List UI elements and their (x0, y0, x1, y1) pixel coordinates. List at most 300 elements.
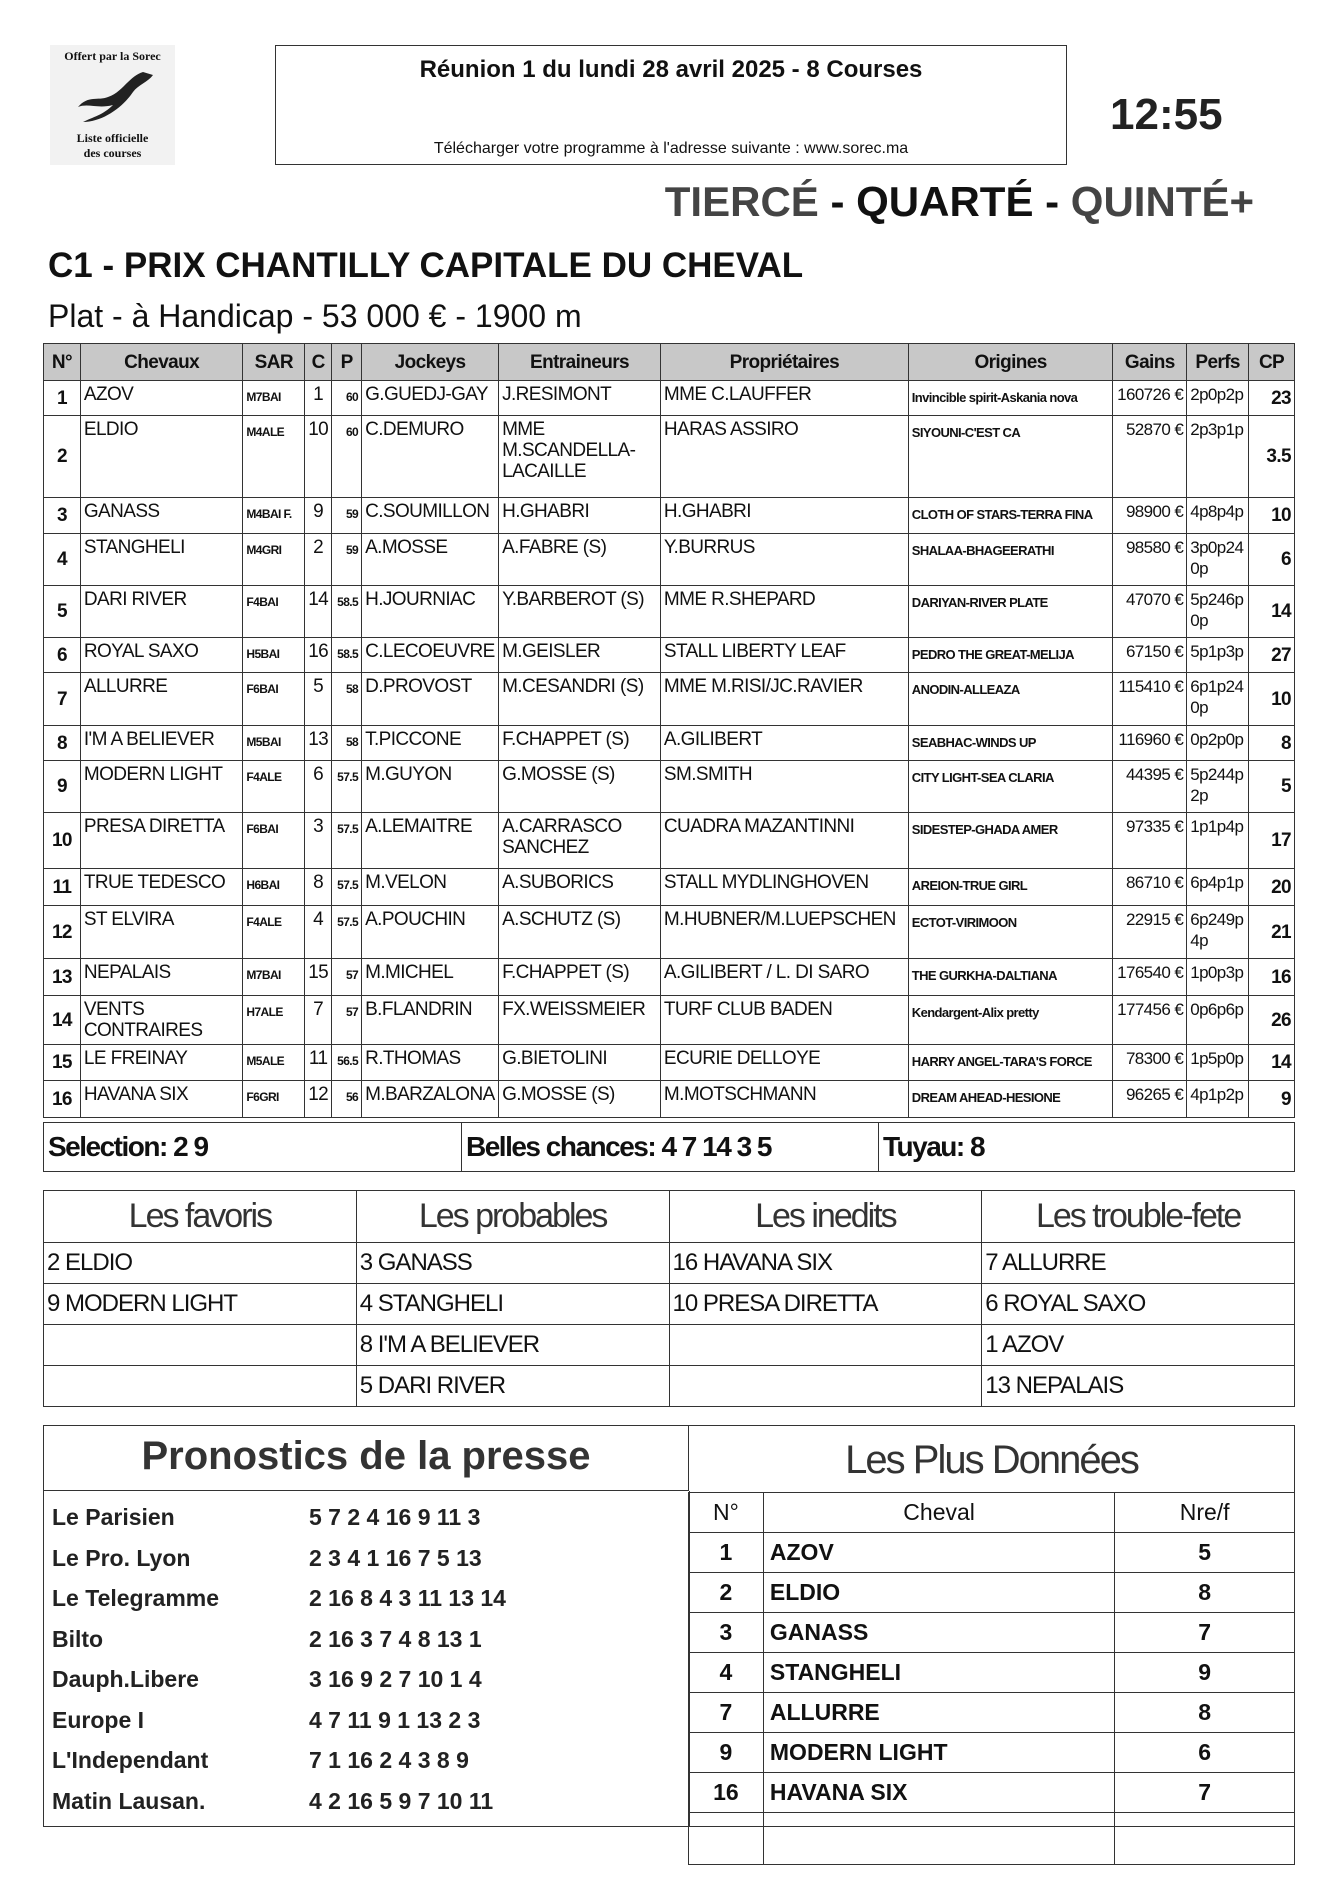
cell-trainer: H.GHABRI (499, 498, 661, 534)
cell-poids: 57.5 (332, 906, 362, 959)
cell-horse: VENTS CONTRAIRES (80, 996, 243, 1045)
meeting-title: Réunion 1 du lundi 28 avril 2025 - 8 Courses (419, 56, 923, 83)
cell-trainer: A.SCHUTZ (S) (499, 906, 661, 959)
logo-top-text: Offert par la Sorec (64, 49, 161, 63)
cell-owner: A.GILIBERT (660, 726, 908, 761)
cell-num: 14 (44, 996, 81, 1045)
table-row (44, 761, 1295, 813)
cell-num: 8 (44, 726, 81, 761)
favoris-cell (44, 1325, 357, 1366)
cell-origins: CITY LIGHT-SEA CLARIA (908, 761, 1113, 813)
cell-num: 12 (44, 906, 81, 959)
cell-perfs: 0p6p6p (1187, 996, 1249, 1045)
empty-cell (689, 1813, 764, 1865)
favoris-row (44, 1366, 1295, 1407)
press-name: Le Pro. Lyon (52, 1544, 191, 1571)
cell-num: 11 (44, 869, 81, 906)
cell-num: 13 (44, 959, 81, 996)
plus-donnees-row (689, 1693, 1295, 1733)
favoris-table (43, 1190, 1295, 1407)
cell-cp: 21 (1249, 906, 1295, 959)
cell-sar: M4BAI F. (243, 498, 305, 534)
press-name: Europe I (52, 1706, 145, 1733)
favoris-cell: 5 DARI RIVER (356, 1366, 669, 1407)
cell-jockey: C.DEMURO (362, 416, 499, 498)
plus-donnees-cell: HAVANA SIX (763, 1773, 1114, 1813)
table-row (44, 498, 1295, 534)
cell-owner: H.GHABRI (660, 498, 908, 534)
press-picks: 2 3 4 1 16 7 5 13 (309, 1544, 482, 1571)
cell-trainer: FX.WEISSMEIER (499, 996, 661, 1045)
press-picks: 4 2 16 5 9 7 10 11 (309, 1787, 494, 1814)
favoris-cell: 2 ELDIO (44, 1243, 357, 1284)
cell-corde: 6 (305, 761, 332, 813)
cell-poids: 56 (332, 1081, 362, 1118)
favoris-cell (44, 1366, 357, 1407)
cell-trainer: Y.BARBEROT (S) (499, 586, 661, 638)
cell-cp: 14 (1249, 586, 1295, 638)
cell-poids: 57 (332, 996, 362, 1045)
bet-sep: - (818, 178, 857, 225)
cell-num: 5 (44, 586, 81, 638)
cell-owner: MME R.SHEPARD (660, 586, 908, 638)
cell-num: 1 (44, 381, 81, 416)
press-name: L'Independant (52, 1747, 209, 1773)
plus-donnees-cell: 8 (1115, 1573, 1295, 1613)
cell-perfs: 3p0p240p (1187, 534, 1249, 586)
table-row (44, 1081, 1295, 1118)
meeting-header (275, 45, 1067, 165)
press-item (52, 1747, 469, 1787)
press-item (52, 1545, 482, 1585)
cell-origins: HARRY ANGEL-TARA'S FORCE (908, 1045, 1113, 1081)
cell-owner: ECURIE DELLOYE (660, 1045, 908, 1081)
table-row (44, 959, 1295, 996)
cell-horse: ALLURRE (80, 673, 243, 726)
press-item (52, 1504, 480, 1544)
cell-horse: TRUE TEDESCO (80, 869, 243, 906)
race-subtitle: Plat - à Handicap - 53 000 € - 1900 m (48, 298, 582, 334)
plus-donnees-cell: 1 (689, 1533, 764, 1573)
cell-corde: 8 (305, 869, 332, 906)
cell-trainer: G.MOSSE (S) (499, 761, 661, 813)
cell-gains: 52870 € (1113, 416, 1187, 498)
cell-sar: F4BAI (243, 586, 305, 638)
plus-donnees-row (689, 1533, 1295, 1573)
favoris-col-header: Les favoris (44, 1191, 357, 1243)
download-link[interactable]: Télécharger votre programme à l'adresse suivante : www.sorec.ma (433, 140, 909, 157)
cell-trainer: G.BIETOLINI (499, 1045, 661, 1081)
table-row (44, 869, 1295, 906)
cell-perfs: 0p2p0p (1187, 726, 1249, 761)
cell-gains: 67150 € (1113, 638, 1187, 673)
cell-gains: 22915 € (1113, 906, 1187, 959)
favoris-cell: 1 AZOV (982, 1325, 1295, 1366)
cell-jockey: M.BARZALONA (362, 1081, 499, 1118)
cell-cp: 14 (1249, 1045, 1295, 1081)
race-title: C1 - PRIX CHANTILLY CAPITALE DU CHEVAL (48, 246, 804, 285)
cell-horse: NEPALAIS (80, 959, 243, 996)
cell-gains: 176540 € (1113, 959, 1187, 996)
cell-sar: H6BAI (243, 869, 305, 906)
cell-poids: 57.5 (332, 761, 362, 813)
cell-jockey: G.GUEDJ-GAY (362, 381, 499, 416)
cell-gains: 47070 € (1113, 586, 1187, 638)
cell-sar: H7ALE (243, 996, 305, 1045)
table-row (44, 813, 1295, 869)
table-row (44, 906, 1295, 959)
cell-origins: ANODIN-ALLEAZA (908, 673, 1113, 726)
cell-origins: DARIYAN-RIVER PLATE (908, 586, 1113, 638)
cell-corde: 11 (305, 1045, 332, 1081)
cell-trainer: J.RESIMONT (499, 381, 661, 416)
col-header-num: N° (44, 344, 81, 381)
press-picks: 7 1 16 2 4 3 8 9 (309, 1747, 469, 1773)
cell-trainer: MME M.SCANDELLA-LACAILLE (499, 416, 661, 498)
cell-poids: 58.5 (332, 586, 362, 638)
cell-gains: 96265 € (1113, 1081, 1187, 1118)
selection-text: Selection: 2 9 (44, 1123, 462, 1171)
cell-horse: GANASS (80, 498, 243, 534)
cell-sar: M4ALE (243, 416, 305, 498)
cell-gains: 98900 € (1113, 498, 1187, 534)
plus-donnees-header-row (689, 1493, 1295, 1533)
cell-poids: 58 (332, 673, 362, 726)
favoris-row (44, 1284, 1295, 1325)
favoris-cell: 7 ALLURRE (982, 1243, 1295, 1284)
sorec-logo (50, 45, 175, 165)
cell-horse: MODERN LIGHT (80, 761, 243, 813)
belles-chances-text: Belles chances: 4 7 14 3 5 (462, 1123, 879, 1171)
cell-owner: TURF CLUB BADEN (660, 996, 908, 1045)
cell-cp: 20 (1249, 869, 1295, 906)
col-header-horse: Chevaux (80, 344, 243, 381)
cell-trainer: M.GEISLER (499, 638, 661, 673)
cell-gains: 86710 € (1113, 869, 1187, 906)
cell-jockey: C.LECOEUVRE (362, 638, 499, 673)
favoris-cell: 9 MODERN LIGHT (44, 1284, 357, 1325)
plus-donnees-row (689, 1733, 1295, 1773)
cell-poids: 57 (332, 959, 362, 996)
plus-donnees-empty-row (689, 1813, 1295, 1865)
table-row (44, 726, 1295, 761)
press-item (52, 1626, 482, 1666)
cell-origins: PEDRO THE GREAT-MELIJA (908, 638, 1113, 673)
col-header-jockey: Jockeys (362, 344, 499, 381)
plus-donnees-cell: 7 (1115, 1773, 1295, 1813)
cell-num: 15 (44, 1045, 81, 1081)
cell-owner: MME M.RISI/JC.RAVIER (660, 673, 908, 726)
press-picks: 2 16 8 4 3 11 13 14 (309, 1585, 506, 1611)
press-name: Matin Lausan. (52, 1787, 206, 1814)
horse-logo-icon (68, 67, 158, 127)
plus-donnees-cell: 4 (689, 1653, 764, 1693)
press-item (52, 1585, 506, 1625)
cell-perfs: 4p1p2p (1187, 1081, 1249, 1118)
col-header-corde: C (305, 344, 332, 381)
press-picks: 4 7 11 9 1 13 2 3 (309, 1706, 481, 1733)
favoris-cell: 3 GANASS (356, 1243, 669, 1284)
cell-cp: 3.5 (1249, 416, 1295, 498)
cell-owner: A.GILIBERT / L. DI SARO (660, 959, 908, 996)
cell-cp: 6 (1249, 534, 1295, 586)
cell-sar: F6BAI (243, 673, 305, 726)
cell-corde: 3 (305, 813, 332, 869)
plus-donnees-cell: 16 (689, 1773, 764, 1813)
cell-corde: 13 (305, 726, 332, 761)
logo-line2: des courses (83, 146, 142, 160)
table-row (44, 381, 1295, 416)
bet-tierce: TIERCÉ (664, 178, 819, 225)
cell-num: 9 (44, 761, 81, 813)
cell-jockey: T.PICCONE (362, 726, 499, 761)
cell-horse: PRESA DIRETTA (80, 813, 243, 869)
press-item (52, 1788, 493, 1828)
cell-perfs: 1p5p0p (1187, 1045, 1249, 1081)
cell-gains: 97335 € (1113, 813, 1187, 869)
cell-jockey: M.VELON (362, 869, 499, 906)
cell-cp: 23 (1249, 381, 1295, 416)
favoris-cell: 13 NEPALAIS (982, 1366, 1295, 1407)
cell-sar: F4ALE (243, 906, 305, 959)
cell-sar: M4GRI (243, 534, 305, 586)
table-row (44, 673, 1295, 726)
cell-trainer: G.MOSSE (S) (499, 1081, 661, 1118)
cell-origins: Invincible spirit-Askania nova (908, 381, 1113, 416)
cell-jockey: C.SOUMILLON (362, 498, 499, 534)
cell-corde: 9 (305, 498, 332, 534)
cell-sar: M7BAI (243, 381, 305, 416)
press-name: Dauph.Libere (52, 1666, 199, 1692)
cell-cp: 10 (1249, 498, 1295, 534)
favoris-cell (669, 1366, 982, 1407)
cell-sar: F4ALE (243, 761, 305, 813)
plus-donnees-cell: 9 (689, 1733, 764, 1773)
cell-cp: 9 (1249, 1081, 1295, 1118)
cell-origins: SIYOUNI-C'EST CA (908, 416, 1113, 498)
bet-quinte: QUINTÉ+ (1070, 178, 1254, 225)
cell-num: 16 (44, 1081, 81, 1118)
plus-donnees-row (689, 1653, 1295, 1693)
cell-owner: CUADRA MAZANTINNI (660, 813, 908, 869)
cell-poids: 57.5 (332, 869, 362, 906)
cell-corde: 14 (305, 586, 332, 638)
cell-jockey: A.LEMAITRE (362, 813, 499, 869)
cell-corde: 7 (305, 996, 332, 1045)
plus-donnees-cell: 8 (1115, 1693, 1295, 1733)
cell-perfs: 6p1p240p (1187, 673, 1249, 726)
plus-donnees-cell: 3 (689, 1613, 764, 1653)
press-item (52, 1666, 482, 1706)
col-header-trainer: Entraineurs (499, 344, 661, 381)
plus-donnees-cell: 7 (689, 1693, 764, 1733)
cell-origins: AREION-TRUE GIRL (908, 869, 1113, 906)
favoris-cell: 4 STANGHELI (356, 1284, 669, 1325)
table-header-row (44, 344, 1295, 381)
cell-owner: STALL LIBERTY LEAF (660, 638, 908, 673)
cell-horse: LE FREINAY (80, 1045, 243, 1081)
press-name: Le Parisien (52, 1504, 175, 1530)
cell-trainer: A.SUBORICS (499, 869, 661, 906)
cell-cp: 27 (1249, 638, 1295, 673)
cell-origins: THE GURKHA-DALTIANA (908, 959, 1113, 996)
cell-num: 3 (44, 498, 81, 534)
bet-quarte: QUARTÉ (856, 178, 1034, 225)
plus-donnees-row (689, 1613, 1295, 1653)
press-picks: 3 16 9 2 7 10 1 4 (309, 1666, 482, 1692)
cell-gains: 78300 € (1113, 1045, 1187, 1081)
cell-jockey: M.MICHEL (362, 959, 499, 996)
cell-horse: I'M A BELIEVER (80, 726, 243, 761)
table-row (44, 416, 1295, 498)
cell-trainer: A.FABRE (S) (499, 534, 661, 586)
plus-donnees-cell: AZOV (763, 1533, 1114, 1573)
cell-horse: DARI RIVER (80, 586, 243, 638)
cell-gains: 44395 € (1113, 761, 1187, 813)
cell-corde: 12 (305, 1081, 332, 1118)
plus-donnees-cell: 5 (1115, 1533, 1295, 1573)
press-name: Le Telegramme (52, 1585, 220, 1611)
cell-horse: ROYAL SAXO (80, 638, 243, 673)
cell-origins: Kendargent-Alix pretty (908, 996, 1113, 1045)
cell-perfs: 6p249p4p (1187, 906, 1249, 959)
cell-jockey: A.MOSSE (362, 534, 499, 586)
empty-cell (1115, 1813, 1295, 1865)
cell-origins: SIDESTEP-GHADA AMER (908, 813, 1113, 869)
selection-bar (43, 1122, 1295, 1172)
col-header-cp: CP (1249, 344, 1295, 381)
cell-jockey: R.THOMAS (362, 1045, 499, 1081)
cell-poids: 60 (332, 381, 362, 416)
cell-cp: 26 (1249, 996, 1295, 1045)
plus-donnees-title: Les Plus Données (845, 1438, 1138, 1482)
plus-donnees-cell: STANGHELI (763, 1653, 1114, 1693)
cell-gains: 177456 € (1113, 996, 1187, 1045)
press-title: Pronostics de la presse (44, 1426, 689, 1491)
plus-donnees-cell: 2 (689, 1573, 764, 1613)
bet-sep: - (1033, 178, 1071, 225)
cell-perfs: 6p4p1p (1187, 869, 1249, 906)
cell-horse: ELDIO (80, 416, 243, 498)
plus-donnees-cell: GANASS (763, 1613, 1114, 1653)
favoris-cell: 8 I'M A BELIEVER (356, 1325, 669, 1366)
plus-donnees-col-header: Cheval (763, 1493, 1114, 1533)
cell-perfs: 2p3p1p (1187, 416, 1249, 498)
col-header-owner: Propriétaires (660, 344, 908, 381)
cell-corde: 10 (305, 416, 332, 498)
cell-origins: SEABHAC-WINDS UP (908, 726, 1113, 761)
cell-cp: 17 (1249, 813, 1295, 869)
favoris-cell: 16 HAVANA SIX (669, 1243, 982, 1284)
plus-donnees-cell: 6 (1115, 1733, 1295, 1773)
tuyau-text: Tuyau: 8 (883, 1131, 985, 1162)
cell-origins: SHALAA-BHAGEERATHI (908, 534, 1113, 586)
cell-origins: DREAM AHEAD-HESIONE (908, 1081, 1113, 1118)
col-header-poids: P (332, 344, 362, 381)
cell-cp: 5 (1249, 761, 1295, 813)
favoris-col-header: Les trouble-fete (982, 1191, 1295, 1243)
cell-cp: 16 (1249, 959, 1295, 996)
col-header-sar: SAR (243, 344, 305, 381)
cell-corde: 15 (305, 959, 332, 996)
plus-donnees-cell: ALLURRE (763, 1693, 1114, 1733)
cell-jockey: H.JOURNIAC (362, 586, 499, 638)
press-name: Bilto (52, 1625, 104, 1652)
cell-perfs: 5p244p2p (1187, 761, 1249, 813)
plus-donnees-col-header: Nre/f (1115, 1493, 1295, 1533)
cell-origins: CLOTH OF STARS-TERRA FINA (908, 498, 1113, 534)
cell-sar: M5BAI (243, 726, 305, 761)
press-picks: 2 16 3 7 4 8 13 1 (309, 1625, 482, 1652)
cell-num: 10 (44, 813, 81, 869)
plus-donnees-cell: 9 (1115, 1653, 1295, 1693)
col-header-gains: Gains (1113, 344, 1187, 381)
favoris-col-header: Les probables (356, 1191, 669, 1243)
table-row (44, 1045, 1295, 1081)
cell-trainer: A.CARRASCO SANCHEZ (499, 813, 661, 869)
cell-poids: 57.5 (332, 813, 362, 869)
cell-sar: M7BAI (243, 959, 305, 996)
cell-poids: 58 (332, 726, 362, 761)
table-row (44, 534, 1295, 586)
cell-sar: F6BAI (243, 813, 305, 869)
cell-sar: H5BAI (243, 638, 305, 673)
favoris-cell (669, 1325, 982, 1366)
cell-jockey: A.POUCHIN (362, 906, 499, 959)
cell-perfs: 5p1p3p (1187, 638, 1249, 673)
cell-corde: 4 (305, 906, 332, 959)
cell-gains: 116960 € (1113, 726, 1187, 761)
cell-perfs: 4p8p4p (1187, 498, 1249, 534)
cell-origins: ECTOT-VIRIMOON (908, 906, 1113, 959)
cell-cp: 8 (1249, 726, 1295, 761)
col-header-perfs: Perfs (1187, 344, 1249, 381)
favoris-cell: 10 PRESA DIRETTA (669, 1284, 982, 1325)
cell-corde: 16 (305, 638, 332, 673)
favoris-cell: 6 ROYAL SAXO (982, 1284, 1295, 1325)
cell-cp: 10 (1249, 673, 1295, 726)
cell-num: 4 (44, 534, 81, 586)
cell-perfs: 1p0p3p (1187, 959, 1249, 996)
favoris-row (44, 1243, 1295, 1284)
cell-owner: Y.BURRUS (660, 534, 908, 586)
cell-horse: AZOV (80, 381, 243, 416)
press-item (52, 1707, 480, 1747)
empty-cell (763, 1813, 1114, 1865)
cell-owner: HARAS ASSIRO (660, 416, 908, 498)
table-row (44, 586, 1295, 638)
cell-gains: 115410 € (1113, 673, 1187, 726)
cell-horse: ST ELVIRA (80, 906, 243, 959)
plus-donnees-row (689, 1573, 1295, 1613)
runners-table (43, 343, 1295, 1118)
cell-jockey: D.PROVOST (362, 673, 499, 726)
cell-gains: 98580 € (1113, 534, 1187, 586)
cell-corde: 5 (305, 673, 332, 726)
cell-poids: 58.5 (332, 638, 362, 673)
logo-line1: Liste officielle (76, 131, 149, 145)
table-row (44, 996, 1295, 1045)
cell-owner: M.HUBNER/M.LUEPSCHEN (660, 906, 908, 959)
cell-jockey: B.FLANDRIN (362, 996, 499, 1045)
cell-owner: STALL MYDLINGHOVEN (660, 869, 908, 906)
cell-poids: 60 (332, 416, 362, 498)
favoris-header-row (44, 1191, 1295, 1243)
plus-donnees-col-header: N° (689, 1493, 764, 1533)
cell-sar: M5ALE (243, 1045, 305, 1081)
plus-donnees-cell: MODERN LIGHT (763, 1733, 1114, 1773)
cell-trainer: F.CHAPPET (S) (499, 959, 661, 996)
